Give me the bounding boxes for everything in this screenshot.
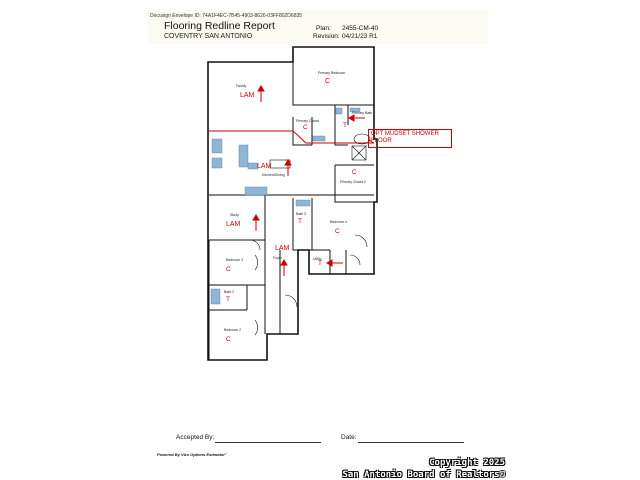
room-label-bedroom-2: Bedroom 2 [224,328,242,332]
code-foyer: LAM [275,245,290,252]
code-kitchen: LAM [257,163,272,170]
fixture-bath2-tub [211,289,220,304]
revision-label: Revision: [313,33,340,40]
wall-primary-bedroom [293,62,374,105]
powered-by: Powered By V&o Options Estimator² [157,452,227,457]
room-label-primary-bedroom: Primary Bedroom [318,71,346,75]
fixture-closet-shelf [313,136,325,141]
fixture-kitchen-island [239,145,248,167]
room-label-primary-closet-2: Primary Closet 2 [340,180,366,184]
fixture-shower-x [352,146,366,160]
code-family: LAM [240,92,255,99]
door-swing-bed2 [255,320,258,335]
accepted-by-label: Accepted By: [176,434,215,441]
code-bedroom-4: C [335,228,340,235]
accepted-by-line[interactable] [215,442,321,443]
door-swing-bed3 [255,255,258,270]
room-label-utility: Utility [313,257,322,261]
fixture-kitchen-counter-2 [212,158,222,168]
code-bath-2: T [226,296,230,303]
room-label-primary-bath: Primary Bath [352,111,373,115]
code-bath-3: T [298,218,302,225]
fixture-bath-vanity-2 [336,108,342,114]
door-swing-utility [350,255,360,265]
copyright-watermark-line1: Copyright 2025 [429,458,505,468]
report-title: Flooring Redline Report [164,20,275,32]
code-primary-bath: T [343,122,347,129]
fixture-kitchen-counter [212,139,222,153]
door-swing-foyer [285,295,297,307]
plan-value: 2455-CM-40 [342,25,379,32]
docusign-envelope-id: Docusign Envelope ID: 74A1F4EC-7B45-4903-8626-03FF802D6835 [150,13,303,19]
room-label-foyer: Foyer [273,256,282,260]
copyright-watermark-line2: San Antonio Board of Realtors® [342,470,505,480]
room-label-bath-3: Bath 3 [296,212,307,216]
fixture-bath3-tub [296,200,310,206]
date-label: Date: [341,434,357,441]
fixture-pantry [245,187,267,195]
door-swing-study [250,240,260,250]
room-label-family: Family [236,84,247,88]
room-label-kitchen-dining: Kitchen/Dining [262,173,285,177]
code-primary-closet-2: C [352,169,357,176]
plan-label: Plan: [316,25,331,32]
room-label-bedroom-3: Bedroom 3 [226,258,244,262]
code-primary-bedroom: C [325,78,331,85]
date-line[interactable] [358,442,464,443]
room-label-bedroom-4: Bedroom 4 [330,220,348,224]
code-bedroom-2: C [226,336,231,343]
room-label-primary-closet: Primary Closet [296,119,319,123]
door-swing-bed4 [355,235,367,247]
code-study: LAM [226,221,241,228]
code-utility: T [318,260,322,267]
community-name: COVENTRY SAN ANTONIO [164,33,253,40]
code-bedroom-3: C [226,266,231,273]
code-primary-closet: C [303,124,308,131]
redline-boundary [209,131,374,143]
revision-value: 04/21/23 R1 [342,33,378,40]
callout-opt-mudset-shower: OPT MUDSET SHOWER FLOOR [368,129,452,148]
room-label-bath-2: Bath 2 [224,290,235,294]
room-label-study: Study [230,213,239,217]
